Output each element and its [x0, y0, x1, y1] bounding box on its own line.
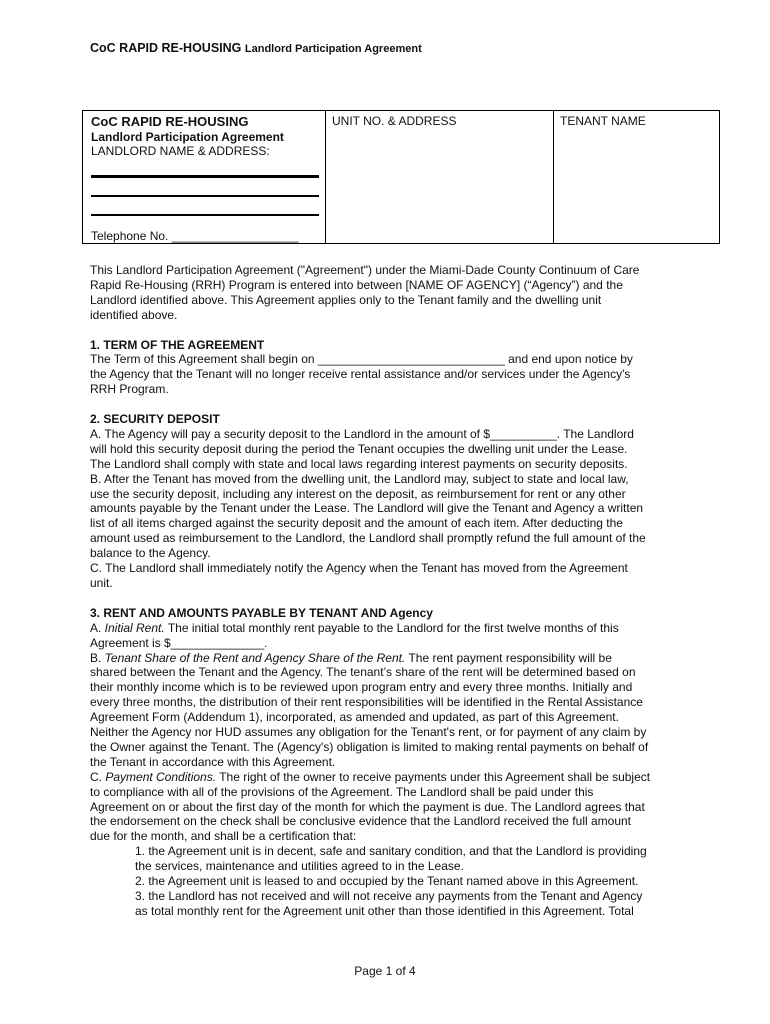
certification-item: as total monthly rent for the Agreement unit other than those identified in this Agreement. Total	[135, 903, 634, 918]
landlord-cell	[83, 111, 326, 243]
certification-item: 1. the Agreement unit is in decent, safe and sanitary condition, and that the Landlord is providing	[135, 844, 647, 859]
intro-line: This Landlord Participation Agreement ("Agreement") under the Miami-Dade County Continuum of Care	[90, 263, 640, 277]
s3b-line: every three months, the distribution of their rent responsibilities will be identified in the Rental Assistance	[90, 695, 643, 710]
s2-line: B. After the Tenant has moved from the dwelling unit, the Landlord may, subject to state and local law,	[90, 471, 629, 486]
certification-item: 2. the Agreement unit is leased to and occupied by the Tenant named above in this Agreement.	[135, 874, 639, 889]
s3c-line: C. Payment Conditions. The right of the owner to receive payments under this Agreement shall be subject	[90, 769, 651, 784]
s3b-line: their monthly income which is to be reviewed upon program entry and every three months. Initially and	[90, 680, 633, 695]
s3b-line: the Owner against the Tenant. The (Agency's) obligation is limited to making rental payments on behalf of	[90, 739, 649, 754]
box-subtitle: Landlord Participation Agreement	[91, 130, 284, 144]
s2-line: C. The Landlord shall immediately notify the Agency when the Tenant has moved from the Agreement	[90, 561, 628, 576]
parties-table	[82, 110, 720, 244]
s2-line: use the security deposit, including any interest on the deposit, as reimbursement for rent or any other	[90, 486, 626, 501]
s3a-line: A. Initial Rent. The initial total monthly rent payable to the Landlord for the first twelve months of this	[90, 620, 619, 635]
document-header	[90, 41, 422, 55]
s2-line: A. The Agency will pay a security deposit to the Landlord in the amount of $__________. The Landlord	[90, 426, 634, 441]
unit-label: UNIT NO. & ADDRESS	[332, 114, 457, 128]
s2-line: amount used as reimbursement to the Landlord, the Landlord shall promptly refund the full amount of the	[90, 531, 646, 546]
s3a-line: Agreement is $______________.	[90, 635, 268, 650]
s2-line: The Landlord shall comply with state and local laws regarding interest payments on security deposits.	[90, 456, 628, 471]
s2-line: amounts payable by the Tenant under the Lease. The Landlord will give the Tenant and Agency a written	[90, 501, 644, 516]
s3c-line: Agreement on or about the first day of the month for which the payment is due. The Landlord agrees that	[90, 799, 645, 814]
tenant-label: TENANT NAME	[560, 114, 646, 128]
s2-line: balance to the Agency.	[90, 546, 211, 561]
section-3-heading: 3. RENT AND AMOUNTS PAYABLE BY TENANT AND Agency	[90, 605, 433, 620]
s3b-line: the Tenant in accordance with this Agreement.	[90, 754, 336, 769]
unit-cell	[326, 111, 554, 243]
agreement-body	[90, 263, 670, 919]
box-title: CoC RAPID RE-HOUSING	[91, 114, 249, 129]
s3b-line: Neither the Agency nor HUD assumes any obligation for the Tenant's rent, or for payment of any claim by	[90, 725, 647, 740]
s1-line: RRH Program.	[90, 382, 169, 397]
s2-line: unit.	[90, 576, 113, 590]
intro-line: Rapid Re-Housing (RRH) Program is entered into between [NAME OF AGENCY] (“Agency”) and the	[90, 277, 623, 292]
section-2-heading: 2. SECURITY DEPOSIT	[90, 412, 220, 427]
certification-item: the services, maintenance and utilities agreed to in the Lease.	[135, 859, 464, 874]
intro-line: identified above.	[90, 307, 178, 322]
s2-line: list of all items charged against the security deposit and the amount of each item. After deducting the	[90, 516, 623, 531]
landlord-line-1	[91, 175, 319, 178]
header-rest: Landlord Participation Agreement	[244, 43, 422, 55]
s3b-line: shared between the Tenant and the Agency. The tenant’s share of the rent will be determined based on	[90, 665, 636, 680]
page-number: Page 1 of 4	[354, 964, 416, 978]
s3b-line: B. Tenant Share of the Rent and Agency Share of the Rent. The rent payment responsibility will be	[90, 650, 612, 665]
s2-line: will hold this security deposit during the period the Tenant occupies the dwelling unit under the Lease.	[90, 441, 628, 456]
s3c-line: the endorsement on the check shall be conclusive evidence that the Landlord received the full amount	[90, 814, 632, 829]
landlord-line-2	[91, 195, 319, 197]
telephone-field: Telephone No. ___________________	[91, 229, 299, 243]
landlord-line-3	[91, 214, 319, 216]
s3c-line: due for the month, and shall be a certification that:	[90, 829, 357, 844]
section-1-heading: 1. TERM OF THE AGREEMENT	[90, 337, 265, 352]
s3b-line: Agreement Form (Addendum 1), incorporated, as amended and updated, as part of this Agreement.	[90, 710, 619, 725]
s1-line: The Term of this Agreement shall begin on ____________________________ and end upon notice by	[90, 352, 633, 367]
s3c-line: to compliance with all of the provisions of the Agreement. The Landlord shall be paid under this	[90, 784, 594, 799]
s1-line: the Agency that the Tenant will no longer receive rental assistance and/or services under the Agency's	[90, 367, 631, 382]
certification-item: 3. the Landlord has not received and will not receive any payments from the Tenant and Agency	[135, 889, 643, 904]
header-bold: CoC RAPID RE-HOUSING	[90, 41, 242, 55]
intro-line: Landlord identified above. This Agreement applies only to the Tenant family and the dwelling unit	[90, 292, 602, 307]
tenant-cell	[554, 111, 719, 243]
landlord-label: LANDLORD NAME & ADDRESS:	[91, 144, 270, 158]
